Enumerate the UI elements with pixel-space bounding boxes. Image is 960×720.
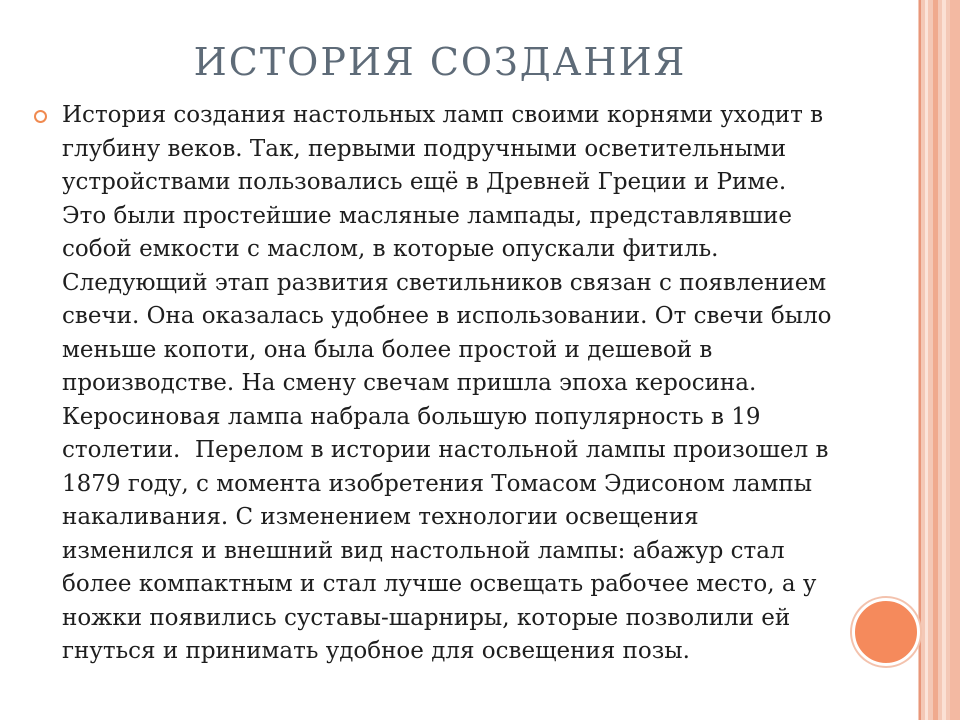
slide-body-text: История создания настольных ламп своими корнями уходит в глубину веков. Так, первыми подручными осветительными устройствами пользовались ещё в Древней Греции и Риме. Это были простейшие масляные лампады, представлявшие собой емкости с маслом, в которые опускали фитиль. Следующий этап развития светильников связан с появлением свечи. Она оказалась удобнее в использовании. От свечи было меньше копоти, она была более простой и дешевой в производстве. На смену свечам пришла эпоха керосина. Керосиновая лампа набрала большую популярность в 19 столетии. Перелом в истории настольной лампы произошел в 1879 году, с момента изобретения Томасом Эдисоном лампы накаливания. С изменением технологии освещения изменился и внешний вид настольной лампы: абажур стал более компактным и стал лучше освещать рабочее место, а у ножки появились суставы-шарниры, которые позволили ей гнуться и принимать удобное для освещения позы. bbox=[62, 102, 832, 664]
decorative-stripe bbox=[950, 0, 960, 720]
decorative-stripe bbox=[942, 0, 946, 720]
bullet-circle-icon bbox=[34, 110, 47, 123]
slide-title: ИСТОРИЯ СОЗДАНИЯ bbox=[193, 40, 687, 84]
decorative-stripe bbox=[933, 0, 938, 720]
decorative-stripe bbox=[925, 0, 928, 720]
decorative-stripe bbox=[919, 0, 921, 720]
decorative-circle bbox=[852, 598, 920, 666]
